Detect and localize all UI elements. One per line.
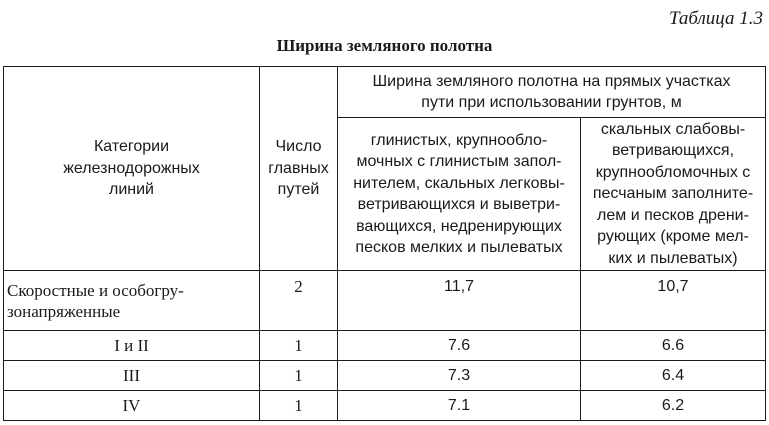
- row-tracks-cell: [260, 361, 338, 391]
- row-clay-cell: [338, 331, 581, 361]
- row-rock-value: 6.4: [661, 366, 685, 384]
- row-clay-value: 11,7: [444, 278, 474, 295]
- header-width-group-text: Ширина земляного полотна на прямых участках пути при использовании грунтов, м: [372, 72, 731, 111]
- header-soil-rock-cell: [581, 118, 766, 271]
- row-category-cell: [4, 331, 260, 361]
- header-soil-clay-text: глинистых, крупнообло- мочных с глинистым запол- нителем, скальных легковы- ветривающихся и выветри- вающихся, недренирующих песков мелких и пылеватых: [353, 131, 565, 256]
- row-category-text: III: [123, 366, 140, 385]
- row-rock-value: 6.6: [661, 336, 685, 354]
- row-clay-cell: [338, 391, 581, 421]
- row-category-cell: [4, 271, 260, 331]
- table-number-label: Таблица 1.3: [669, 8, 763, 29]
- row-category-text: Скоростные и особогру- зонапряженные: [7, 280, 184, 321]
- header-category-cell: [4, 67, 260, 271]
- row-tracks-cell: [260, 391, 338, 421]
- row-rock-cell: [581, 391, 766, 421]
- header-width-group-cell: [338, 67, 766, 118]
- header-category-text: Категории железнодорожных линий: [63, 138, 200, 199]
- row-tracks-cell: [260, 271, 338, 331]
- table-row: [4, 361, 766, 391]
- row-category-text: I и II: [114, 336, 149, 355]
- header-soil-rock-text: скальных слабовы- ветривающихся, крупнообломочных с песчаным заполните- лем и песков дрени- рующих (кроме мел- ких и пылеватых): [592, 120, 754, 267]
- row-clay-cell: [338, 271, 581, 331]
- row-tracks-cell: [260, 331, 338, 361]
- header-row-1: [4, 67, 766, 118]
- row-category-text: IV: [122, 396, 141, 415]
- row-category-cell: [4, 361, 260, 391]
- row-rock-cell: [581, 271, 766, 331]
- row-clay-cell: [338, 361, 581, 391]
- row-rock-cell: [581, 331, 766, 361]
- row-tracks-value: 2: [294, 277, 303, 296]
- table-row: [4, 271, 766, 331]
- road-bed-width-table: [3, 66, 766, 421]
- row-tracks-value: 1: [294, 396, 303, 415]
- row-clay-value: 7.6: [447, 336, 471, 354]
- header-tracks-text: Число главных путей: [268, 138, 329, 199]
- table-row: [4, 391, 766, 421]
- table-title: Ширина земляного полотна: [276, 36, 493, 55]
- row-tracks-value: 1: [294, 366, 303, 385]
- row-category-cell: [4, 391, 260, 421]
- row-clay-value: 7.1: [447, 396, 471, 414]
- header-soil-clay-cell: [338, 118, 581, 271]
- row-rock-value: 6.2: [661, 396, 685, 414]
- row-rock-cell: [581, 361, 766, 391]
- header-tracks-cell: [260, 67, 338, 271]
- table-row: [4, 331, 766, 361]
- row-clay-value: 7.3: [447, 366, 471, 384]
- row-rock-value: 10,7: [657, 278, 689, 295]
- row-tracks-value: 1: [294, 336, 303, 355]
